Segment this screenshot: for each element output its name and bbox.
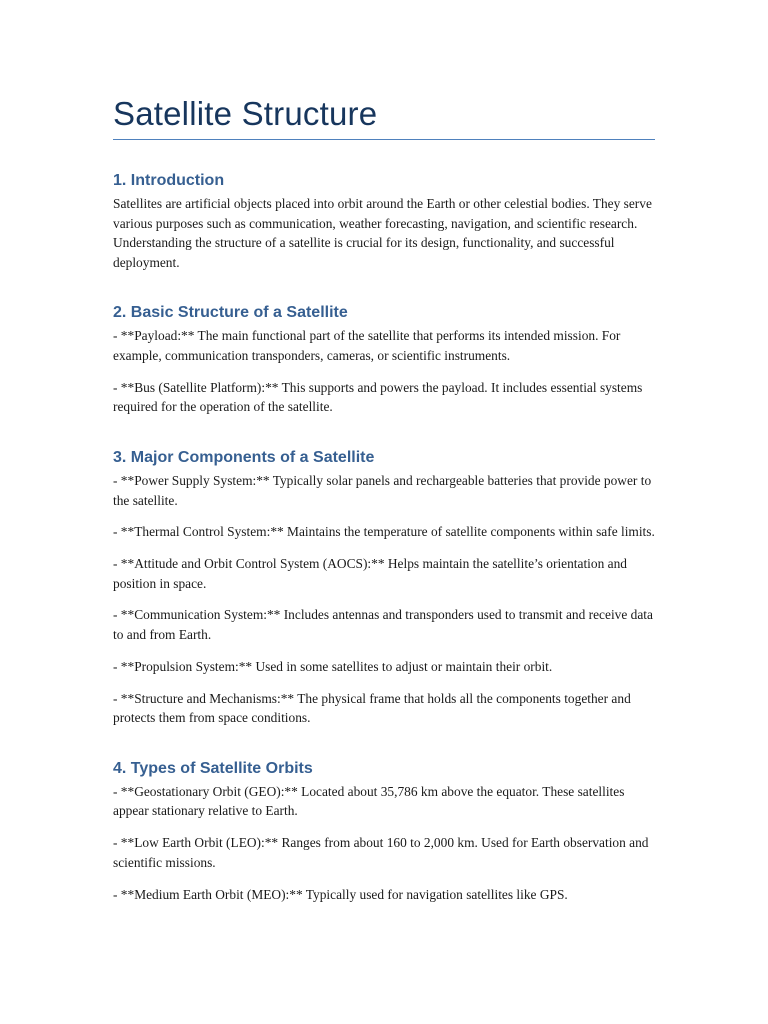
section-heading: 4. Types of Satellite Orbits xyxy=(113,759,313,777)
section-paragraph: Satellites are artificial objects placed into orbit around the Earth or other celestial bodies. They serve various purposes such as communication, weather forecasting, navigation, and scientific research. Understanding the structure of a satellite is crucial for its design, functionality, and successful deployment. xyxy=(113,196,652,270)
section-heading: 2. Basic Structure of a Satellite xyxy=(113,304,348,322)
list-item: - **Medium Earth Orbit (MEO):** Typically used for navigation satellites like GPS. xyxy=(113,886,568,902)
section-heading: 1. Introduction xyxy=(113,172,225,189)
list-item: - **Low Earth Orbit (LEO):** Ranges from about 160 to 2,000 km. Used for Earth observation and scientific missions. xyxy=(113,835,649,870)
list-item: - **Thermal Control System:** Maintains the temperature of satellite components within safe limits. xyxy=(113,524,655,540)
section-satellite-orbits xyxy=(113,759,656,904)
document-title: Satellite Structure xyxy=(113,95,378,132)
section-basic-structure xyxy=(113,303,656,417)
section-heading: 3. Major Components of a Satellite xyxy=(113,448,375,466)
section-introduction xyxy=(113,171,656,272)
list-item: - **Payload:** The main functional part of the satellite that performs its intended mission. For example, communication transponders, cameras, or scientific instruments. xyxy=(113,328,621,363)
list-item: - **Bus (Satellite Platform):** This supports and powers the payload. It includes essential systems required for the operation of the satellite. xyxy=(113,379,643,415)
section-major-components xyxy=(113,448,656,728)
list-item: - **Geostationary Orbit (GEO):** Located about 35,786 km above the equator. These satellites appear stationary relative to Earth. xyxy=(113,783,625,819)
list-item: - **Propulsion System:** Used in some satellites to adjust or maintain their orbit. xyxy=(113,658,553,674)
list-item: - **Attitude and Orbit Control System (AOCS):** Helps maintain the satellite’s orientation and position in space. xyxy=(113,556,627,591)
list-item: - **Structure and Mechanisms:** The physical frame that holds all the components together and protects them from space conditions. xyxy=(113,690,631,726)
document-page xyxy=(113,0,656,904)
list-item: - **Power Supply System:** Typically solar panels and rechargeable batteries that provide power to the satellite. xyxy=(113,472,652,508)
title-divider xyxy=(113,139,655,140)
list-item: - **Communication System:** Includes antennas and transponders used to transmit and receive data to and from Earth. xyxy=(113,607,653,643)
